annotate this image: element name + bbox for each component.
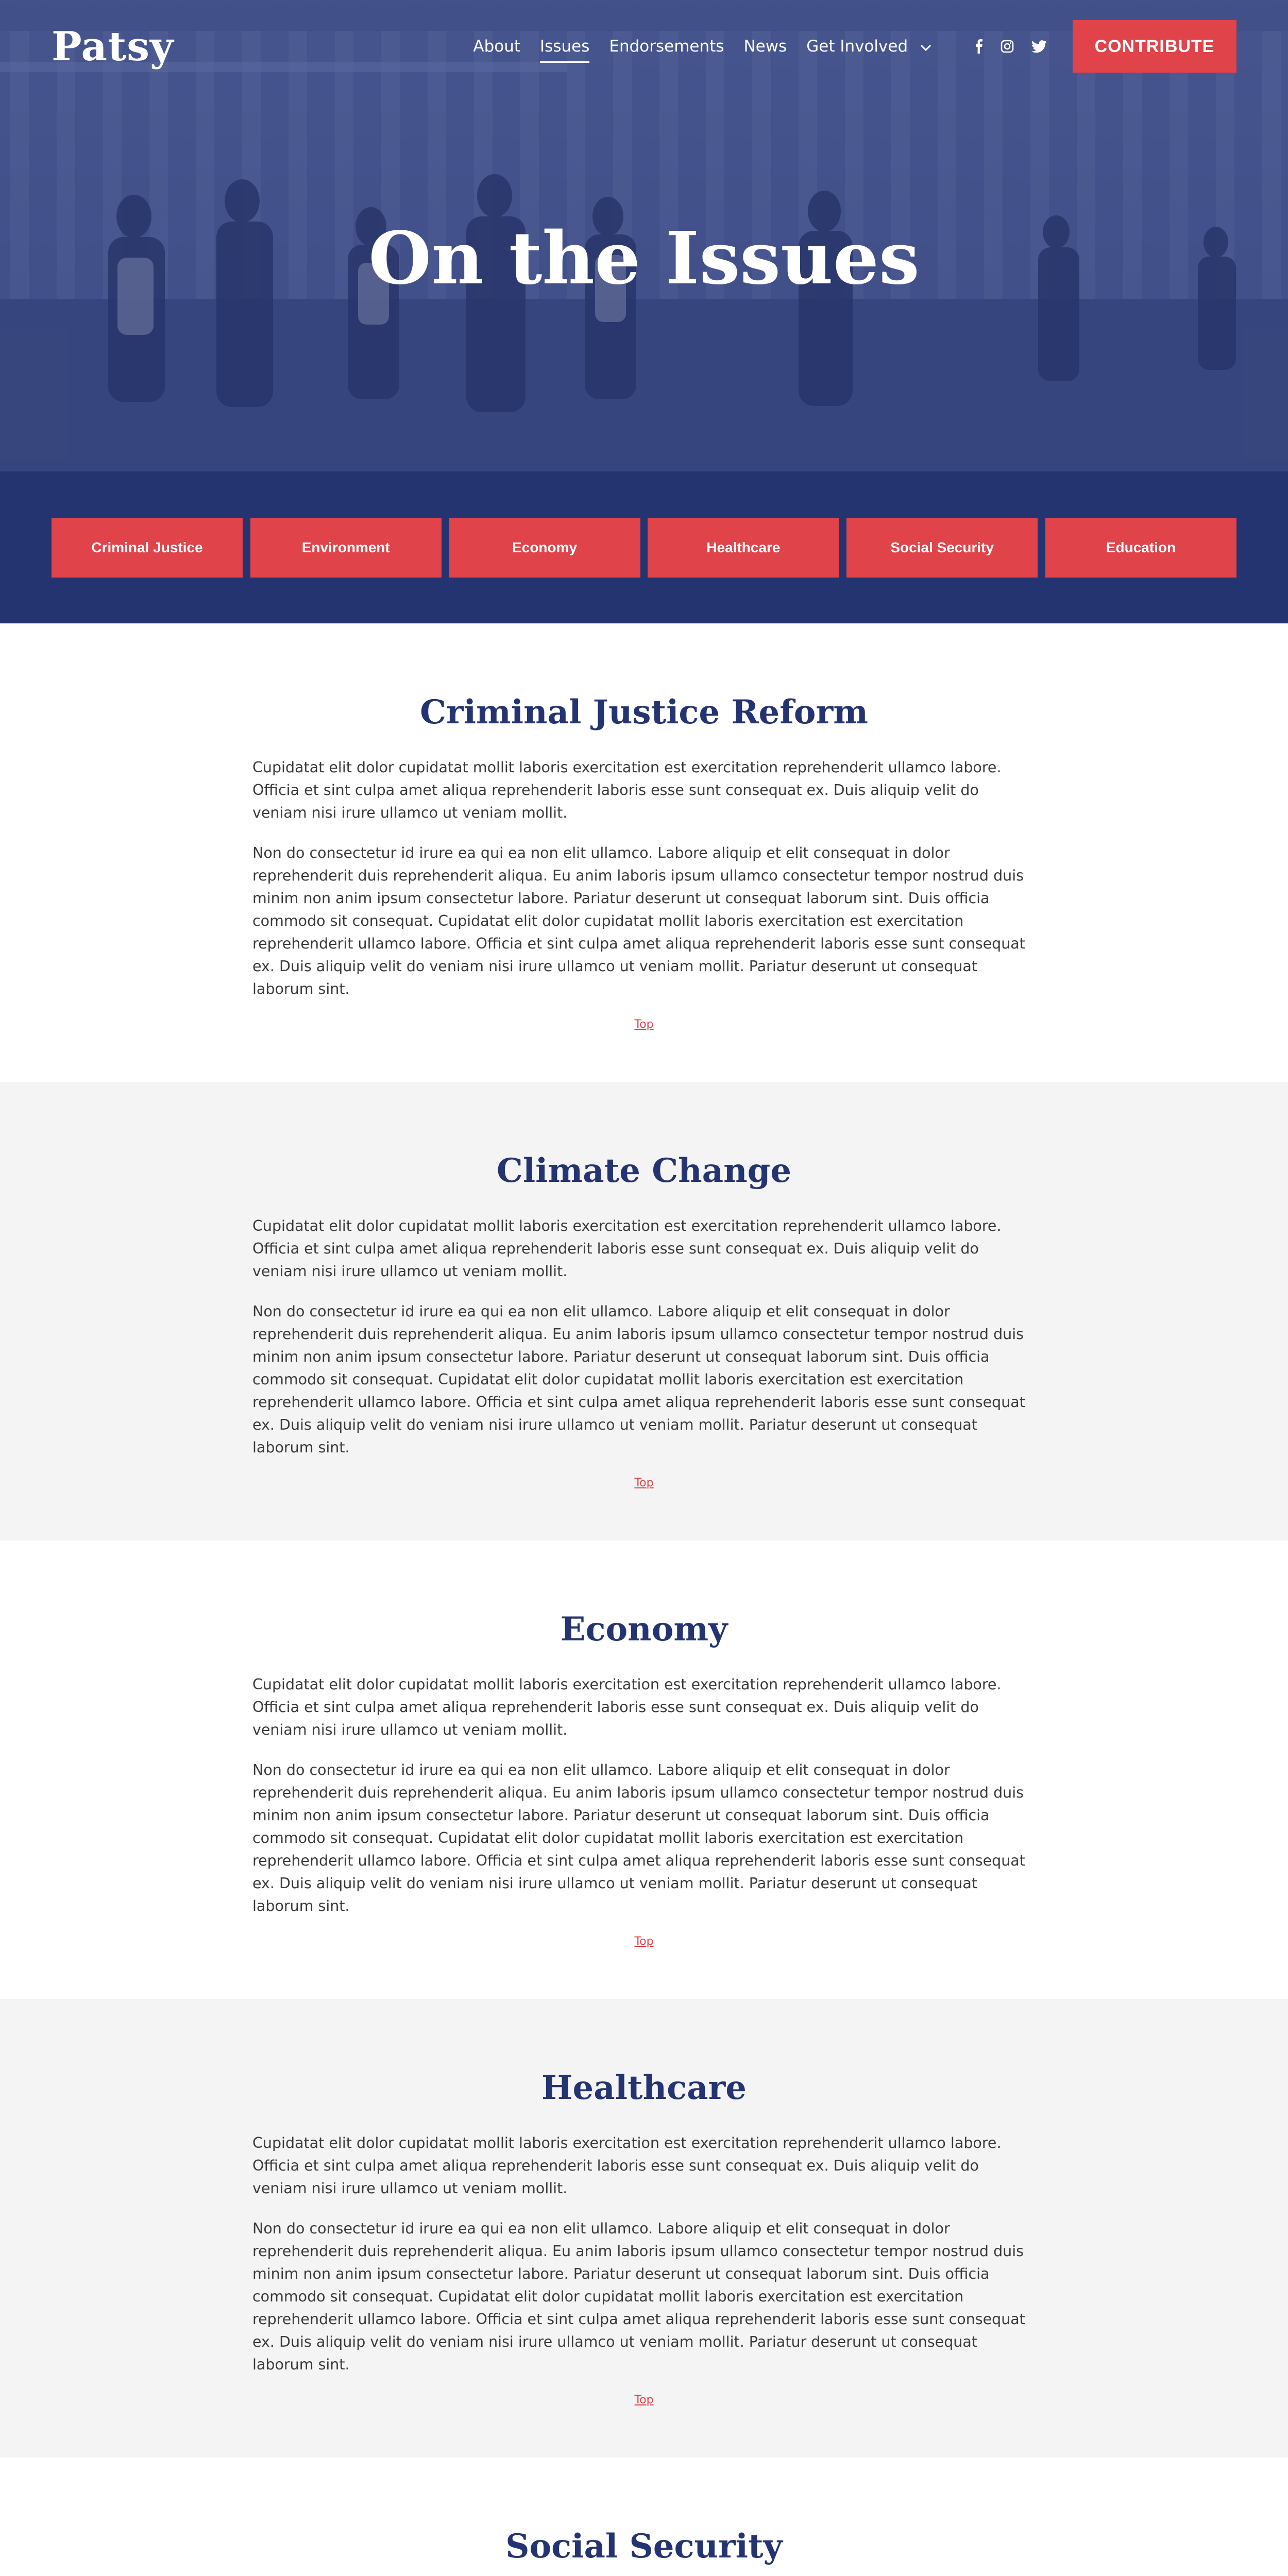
nav-link-issues[interactable]: Issues: [540, 34, 589, 59]
nav-dropdown-label: Get Involved: [806, 37, 908, 56]
section-criminal-justice: [0, 623, 1288, 1082]
facebook-icon[interactable]: [975, 39, 983, 54]
nav-link-endorsements[interactable]: Endorsements: [609, 37, 724, 56]
section-climate-change: [0, 1082, 1288, 1540]
main-navbar: [0, 0, 1288, 93]
section-economy: [0, 1540, 1288, 1999]
section-social-security: [0, 2458, 1288, 2576]
section-title: Social Security: [505, 2527, 783, 2566]
section-title: Economy: [560, 1610, 728, 1649]
section-paragraph: Cupidatat elit dolor cupidatat mollit laboris exercitation est exercitation reprehenderit ullamco labore. Officia et sint culpa amet aliqua reprehenderit laboris esse sunt consequat ex. Duis aliquip velit do veniam nisi irure ullamco ut veniam mollit.: [252, 759, 1002, 821]
back-to-top-link[interactable]: Top: [634, 1477, 654, 1489]
issue-button-healthcare[interactable]: Healthcare: [648, 518, 839, 578]
section-paragraph: Non do consectetur id irure ea qui ea non elit ullamco. Labore aliquip et elit consequat in dolor reprehenderit duis reprehenderit aliqua. Eu anim laboris ipsum ullamco consectetur tempor nostrud duis minim non anim ipsum consectetur labore. Pariatur deserunt ut consequat laborum sint. Duis officia commodo sit consequat. Cupidatat elit dolor cupidatat mollit laboris exercitation est exercitation reprehenderit ullamco labore. Officia et sint culpa amet aliqua reprehenderit laboris esse sunt consequat ex. Duis aliquip velit do veniam nisi irure ullamco ut veniam mollit. Pariatur deserunt ut consequat laborum sint.: [252, 1761, 1025, 1914]
issue-jump-bar: [0, 471, 1288, 623]
issue-button-economy[interactable]: Economy: [449, 518, 640, 578]
issue-button-education[interactable]: Education: [1045, 518, 1236, 578]
section-paragraph: Non do consectetur id irure ea qui ea non elit ullamco. Labore aliquip et elit consequat in dolor reprehenderit duis reprehenderit aliqua. Eu anim laboris ipsum ullamco consectetur tempor nostrud duis minim non anim ipsum consectetur labore. Pariatur deserunt ut consequat laborum sint. Duis officia commodo sit consequat. Cupidatat elit dolor cupidatat mollit laboris exercitation est exercitation reprehenderit ullamco labore. Officia et sint culpa amet aliqua reprehenderit laboris esse sunt consequat ex. Duis aliquip velit do veniam nisi irure ullamco ut veniam mollit. Pariatur deserunt ut consequat laborum sint.: [252, 2220, 1025, 2373]
hero: [0, 0, 1288, 471]
issue-button-criminal-justice[interactable]: Criminal Justice: [52, 518, 243, 578]
nav-links: [453, 20, 1236, 73]
section-body: [252, 1215, 1036, 1459]
section-title: Climate Change: [496, 1151, 792, 1190]
back-to-top-link[interactable]: Top: [634, 1018, 654, 1031]
section-paragraph: Non do consectetur id irure ea qui ea non elit ullamco. Labore aliquip et elit consequat in dolor reprehenderit duis reprehenderit aliqua. Eu anim laboris ipsum ullamco consectetur tempor nostrud duis minim non anim ipsum consectetur labore. Pariatur deserunt ut consequat laborum sint. Duis officia commodo sit consequat. Cupidatat elit dolor cupidatat mollit laboris exercitation est exercitation reprehenderit ullamco labore. Officia et sint culpa amet aliqua reprehenderit laboris esse sunt consequat ex. Duis aliquip velit do veniam nisi irure ullamco ut veniam mollit. Pariatur deserunt ut consequat laborum sint.: [252, 1303, 1025, 1456]
instagram-icon[interactable]: [1001, 40, 1014, 53]
section-paragraph: Non do consectetur id irure ea qui ea non elit ullamco. Labore aliquip et elit consequat in dolor reprehenderit duis reprehenderit aliqua. Eu anim laboris ipsum ullamco consectetur tempor nostrud duis minim non anim ipsum consectetur labore. Pariatur deserunt ut consequat laborum sint. Duis officia commodo sit consequat. Cupidatat elit dolor cupidatat mollit laboris exercitation est exercitation reprehenderit ullamco labore. Officia et sint culpa amet aliqua reprehenderit laboris esse sunt consequat ex. Duis aliquip velit do veniam nisi irure ullamco ut veniam mollit. Pariatur deserunt ut consequat laborum sint.: [252, 844, 1025, 997]
section-title: Criminal Justice Reform: [420, 693, 868, 732]
section-paragraph: Cupidatat elit dolor cupidatat mollit laboris exercitation est exercitation reprehenderit ullamco labore. Officia et sint culpa amet aliqua reprehenderit laboris esse sunt consequat ex. Duis aliquip velit do veniam nisi irure ullamco ut veniam mollit.: [252, 2134, 1002, 2197]
nav-link-about[interactable]: About: [473, 37, 521, 56]
section-body: [252, 1673, 1036, 1918]
twitter-icon[interactable]: [1031, 40, 1047, 53]
section-paragraph: Cupidatat elit dolor cupidatat mollit laboris exercitation est exercitation reprehenderit ullamco labore. Officia et sint culpa amet aliqua reprehenderit laboris esse sunt consequat ex. Duis aliquip velit do veniam nisi irure ullamco ut veniam mollit.: [252, 1217, 1002, 1280]
section-title: Healthcare: [541, 2069, 747, 2107]
issue-button-environment[interactable]: Environment: [250, 518, 442, 578]
nav-dropdown-get-involved[interactable]: [806, 34, 931, 59]
site-logo[interactable]: Patsy: [52, 23, 174, 70]
section-body: [252, 756, 1036, 1001]
issue-button-social-security[interactable]: Social Security: [846, 518, 1038, 578]
header-social-links: [957, 39, 1047, 54]
section-body: [252, 2132, 1036, 2376]
nav-link-news[interactable]: News: [743, 37, 787, 56]
back-to-top-link[interactable]: Top: [634, 1935, 654, 1948]
chevron-down-icon: [920, 37, 931, 56]
page-title: On the Issues: [368, 216, 920, 301]
back-to-top-link[interactable]: Top: [634, 2394, 654, 2406]
section-paragraph: Cupidatat elit dolor cupidatat mollit laboris exercitation est exercitation reprehenderit ullamco labore. Officia et sint culpa amet aliqua reprehenderit laboris esse sunt consequat ex. Duis aliquip velit do veniam nisi irure ullamco ut veniam mollit.: [252, 1676, 1002, 1738]
contribute-button[interactable]: CONTRIBUTE: [1073, 20, 1236, 73]
section-healthcare: [0, 1999, 1288, 2458]
